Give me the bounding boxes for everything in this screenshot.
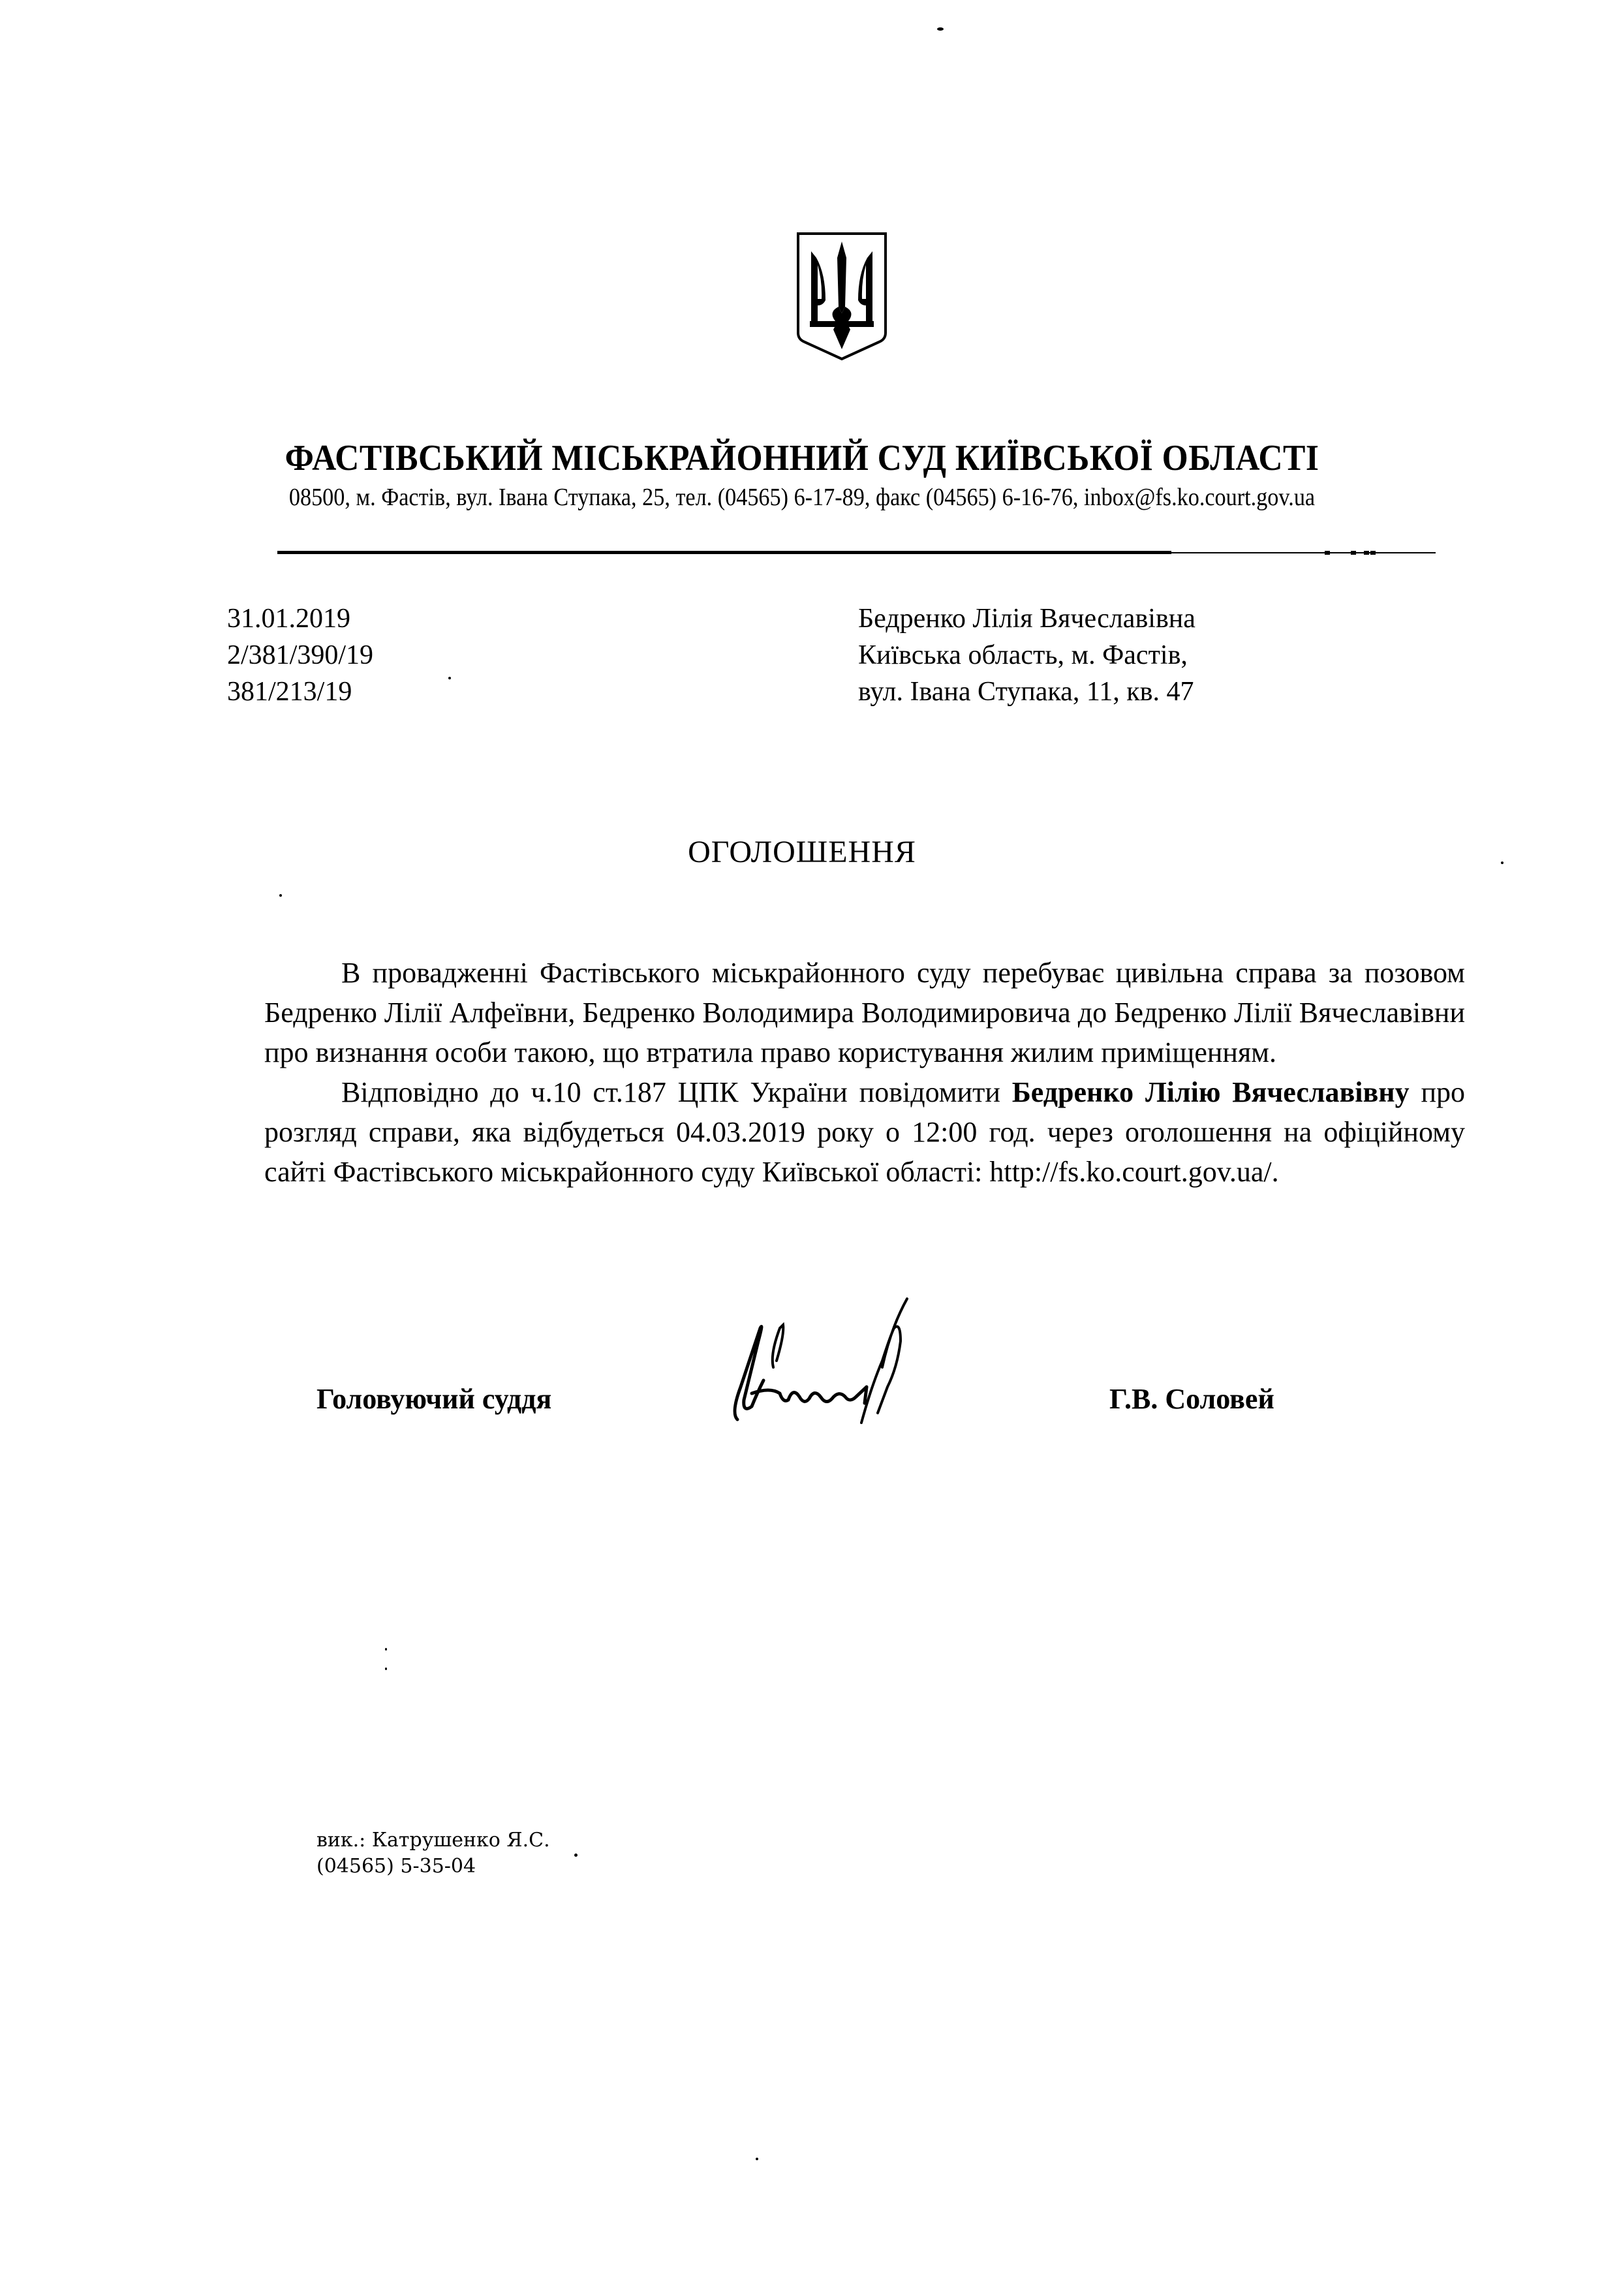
scan-speck	[937, 27, 944, 31]
signatory-name: Г.В. Соловей	[1109, 1383, 1274, 1415]
scan-speck	[756, 2158, 758, 2160]
handwritten-signature	[711, 1289, 1038, 1429]
addressee-address-line2: вул. Івана Ступака, 11, кв. 47	[858, 677, 1194, 707]
document-body	[264, 953, 1465, 1192]
executor-block	[316, 1827, 550, 1880]
scan-speck	[279, 894, 282, 897]
document-meta	[227, 600, 373, 710]
addressee-name: Бедренко Лілія Вячеславівна	[858, 604, 1195, 634]
document-title: ОГОЛОШЕННЯ	[688, 835, 916, 869]
court-name: ФАСТІВСЬКИЙ МІСЬКРАЙОННИЙ СУД КИЇВСЬКОЇ ОБЛАСТІ	[285, 438, 1319, 478]
scan-speck	[385, 1668, 387, 1670]
addressee-address-line1: Київська область, м. Фастів,	[858, 640, 1188, 670]
trident-coat-of-arms-icon	[793, 228, 891, 365]
court-address: 08500, м. Фастів, вул. Івана Ступака, 25, тел. (04565) 6-17-89, факс (04565) 6-16-76, inbox@fs.ko.court.gov.ua	[288, 484, 1316, 511]
body-paragraph-2	[264, 1072, 1465, 1192]
signatory-role: Головуючий суддя	[316, 1383, 552, 1415]
body-paragraph-2-after: про розгляд справи, яка відбудеться 04.03.2019 року о 12:00 год. через оголошення на офіційному сайті Фастівського міськрайонного суду Київської області: http://fs.ko.court.gov.ua/.	[264, 1076, 1466, 1188]
scan-speck	[448, 677, 451, 679]
scan-speck	[574, 1854, 578, 1857]
body-paragraph-2-before: Відповідно до ч.10 ст.187 ЦПК України повідомити	[341, 1076, 1012, 1108]
outgoing-number: 381/213/19	[227, 677, 352, 707]
body-paragraph-1: В провадженні Фастівського міськрайонного суду перебуває цивільна справа за позовом Бедренко Лілії Алфеївни, Бедренко Володимира Володимировича до Бедренко Лілії Вячеславівни про визнання особи такою, що втратила право користування жилим приміщенням.	[264, 957, 1465, 1068]
document-date: 31.01.2019	[227, 604, 350, 634]
executor-name: вик.: Катрушенко Я.С.	[316, 1829, 550, 1852]
addressee-block	[858, 600, 1195, 710]
executor-phone: (04565) 5-35-04	[316, 1855, 476, 1878]
case-number: 2/381/390/19	[227, 640, 374, 670]
scan-speck	[385, 1648, 387, 1651]
body-paragraph-2-bold-name: Бедренко Лілію Вячеславівну	[1011, 1076, 1410, 1108]
header-divider	[277, 551, 1436, 555]
